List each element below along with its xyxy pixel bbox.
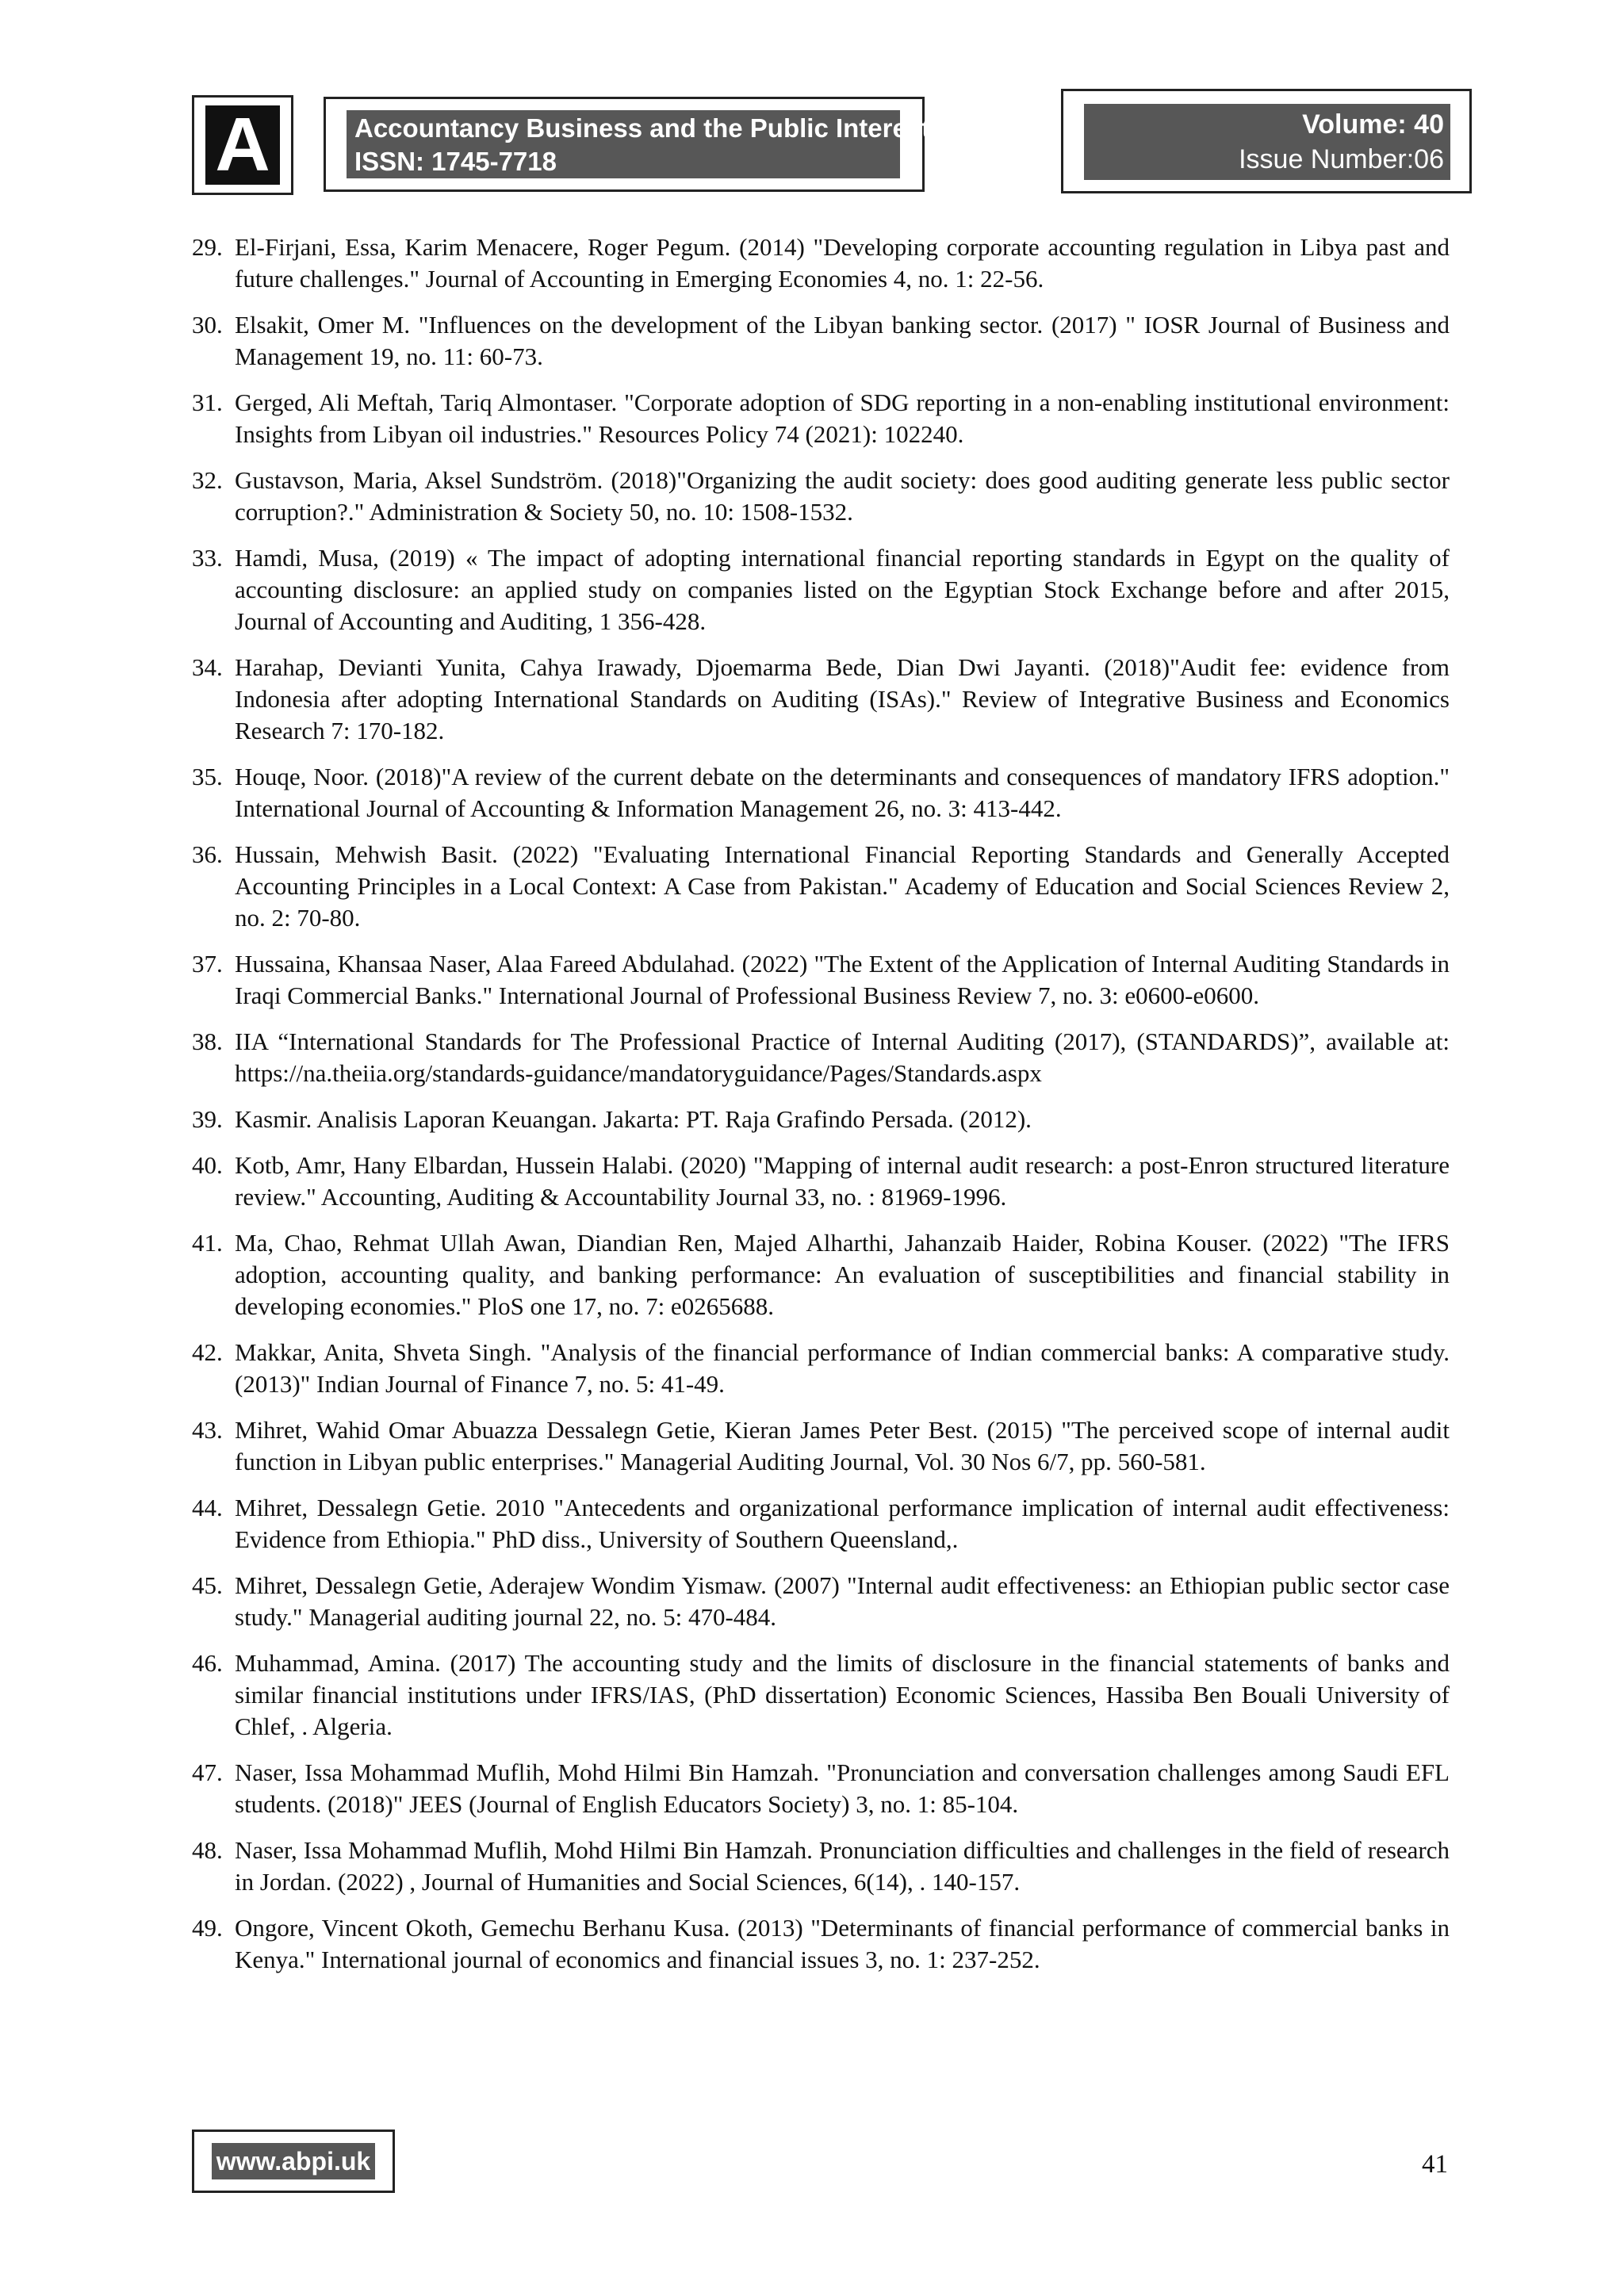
footer-website-box <box>192 2130 395 2193</box>
reference-number: 47. <box>192 1758 223 1786</box>
reference-text: Hussain, Mehwish Basit. (2022) "Evaluating International Financial Reporting Standards and Generally Accepted Accounting Principles in a Local Context: A Case from Pakistan." Academy of Education and Social Sciences Review 2, no. 2: 70-80. <box>235 840 1450 932</box>
reference-item <box>192 839 1450 934</box>
reference-number: 39. <box>192 1105 223 1133</box>
reference-number: 44. <box>192 1494 223 1521</box>
reference-number: 35. <box>192 763 223 790</box>
reference-list <box>192 232 1450 1990</box>
reference-number: 32. <box>192 466 223 494</box>
journal-logo <box>192 95 293 195</box>
reference-number: 34. <box>192 653 223 681</box>
reference-text: El-Firjani, Essa, Karim Menacere, Roger Pegum. (2014) "Developing corporate accounting regulation in Libya past and future challenges." Journal of Accounting in Emerging Economies 4, no. 1: 22-56. <box>235 233 1450 293</box>
reference-text: Harahap, Devianti Yunita, Cahya Irawady, Djoemarma Bede, Dian Dwi Jayanti. (2018)"Audit fee: evidence from Indonesia after adopting International Standards on Auditing (ISAs)." Review of Integrative Business and Economics Research 7: 170-182. <box>235 653 1450 744</box>
reference-number: 40. <box>192 1151 223 1179</box>
reference-number: 30. <box>192 311 223 339</box>
reference-number: 31. <box>192 388 223 416</box>
reference-number: 41. <box>192 1229 223 1257</box>
reference-text: IIA “International Standards for The Professional Practice of Internal Auditing (2017), (STANDARDS)”, available at: https://na.theiia.org/standards-guidance/mandatoryguidance/Pages/Standards.aspx <box>235 1027 1450 1087</box>
reference-item <box>192 387 1450 450</box>
reference-text: Kasmir. Analisis Laporan Keuangan. Jakarta: PT. Raja Grafindo Persada. (2012). <box>235 1105 1032 1133</box>
reference-item <box>192 1414 1450 1478</box>
issue-number: Issue Number:06 <box>1239 144 1444 174</box>
reference-text: Naser, Issa Mohammad Muflih, Mohd Hilmi Bin Hamzah. Pronunciation difficulties and challenges in the field of research in Jordan. (2022) , Journal of Humanities and Social Sciences, 6(14), . 140-157. <box>235 1836 1450 1896</box>
reference-text: Houqe, Noor. (2018)"A review of the current debate on the determinants and consequences of mandatory IFRS adoption." International Journal of Accounting & Information Management 26, no. 3: 413-442. <box>235 763 1450 822</box>
reference-item <box>192 652 1450 747</box>
reference-text: Naser, Issa Mohammad Muflih, Mohd Hilmi Bin Hamzah. "Pronunciation and conversation challenges among Saudi EFL students. (2018)" JEES (Journal of English Educators Society) 3, no. 1: 85-104. <box>235 1758 1450 1818</box>
reference-number: 37. <box>192 950 223 978</box>
reference-item <box>192 761 1450 825</box>
journal-issn: ISSN: 1745-7718 <box>354 147 557 176</box>
logo-letter: A <box>205 105 280 185</box>
reference-item <box>192 542 1450 637</box>
reference-text: Gustavson, Maria, Aksel Sundström. (2018)"Organizing the audit society: does good auditing generate less public sector corruption?." Administration & Society 50, no. 10: 1508-1532. <box>235 466 1450 526</box>
reference-item <box>192 1647 1450 1743</box>
reference-text: Muhammad, Amina. (2017) The accounting study and the limits of disclosure in the financial statements of banks and similar financial institutions under IFRS/IAS, (PhD dissertation) Economic Sciences, Hassiba Ben Bouali University of Chlef, . Algeria. <box>235 1649 1450 1740</box>
reference-number: 38. <box>192 1027 223 1055</box>
reference-number: 46. <box>192 1649 223 1677</box>
reference-item <box>192 1570 1450 1633</box>
reference-text: Elsakit, Omer M. "Influences on the development of the Libyan banking sector. (2017) " IOSR Journal of Business and Management 19, no. 11: 60-73. <box>235 311 1450 370</box>
journal-title-box <box>324 97 931 192</box>
reference-text: Gerged, Ali Meftah, Tariq Almontaser. "Corporate adoption of SDG reporting in a non-enabling institutional environment: Insights from Libyan oil industries." Resources Policy 74 (2021): 102240. <box>235 388 1450 448</box>
reference-item <box>192 1757 1450 1820</box>
reference-item <box>192 465 1450 528</box>
footer-website[interactable]: www.abpi.uk <box>212 2143 375 2179</box>
reference-item <box>192 948 1450 1012</box>
page-number: 41 <box>1422 2150 1448 2179</box>
reference-text: Hussaina, Khansaa Naser, Alaa Fareed Abdulahad. (2022) "The Extent of the Application of Internal Auditing Standards in Iraqi Commercial Banks." International Journal of Professional Business Review 7, no. 3: e0600-e0600. <box>235 950 1450 1009</box>
reference-item <box>192 1150 1450 1213</box>
volume-banner <box>1084 104 1450 180</box>
reference-item <box>192 1912 1450 1976</box>
reference-number: 49. <box>192 1914 223 1942</box>
reference-text: Mihret, Wahid Omar Abuazza Dessalegn Getie, Kieran James Peter Best. (2015) "The perceived scope of internal audit function in Libyan public enterprises." Managerial Auditing Journal, Vol. 30 Nos 6/7, pp. 560-581. <box>235 1416 1450 1475</box>
reference-text: Mihret, Dessalegn Getie, Aderajew Wondim Yismaw. (2007) "Internal audit effectiveness: an Ethiopian public sector case study." Managerial auditing journal 22, no. 5: 470-484. <box>235 1571 1450 1631</box>
journal-title: Accountancy Business and the Public Interest <box>354 113 931 143</box>
reference-number: 42. <box>192 1338 223 1366</box>
reference-text: Kotb, Amr, Hany Elbardan, Hussein Halabi. (2020) "Mapping of internal audit research: a post-Enron structured literature review." Accounting, Auditing & Accountability Journal 33, no. : 81969-1996. <box>235 1151 1450 1211</box>
reference-number: 33. <box>192 544 223 572</box>
reference-item <box>192 1835 1450 1898</box>
volume-box <box>1061 89 1472 193</box>
reference-text: Makkar, Anita, Shveta Singh. "Analysis of the financial performance of Indian commercial banks: A comparative study. (2013)" Indian Journal of Finance 7, no. 5: 41-49. <box>235 1338 1450 1398</box>
reference-item <box>192 232 1450 295</box>
reference-number: 29. <box>192 233 223 261</box>
journal-title-banner <box>347 110 931 178</box>
reference-text: Hamdi, Musa, (2019) « The impact of adopting international financial reporting standards in Egypt on the quality of accounting disclosure: an applied study on companies listed on the Egyptian Stock Exchange before and after 2015, Journal of Accounting and Auditing, 1 356-428. <box>235 544 1450 635</box>
reference-text: Ongore, Vincent Okoth, Gemechu Berhanu Kusa. (2013) "Determinants of financial performance of commercial banks in Kenya." International journal of economics and financial issues 3, no. 1: 237-252. <box>235 1914 1450 1973</box>
reference-number: 48. <box>192 1836 223 1864</box>
reference-number: 45. <box>192 1571 223 1599</box>
reference-item <box>192 1104 1450 1135</box>
reference-text: Ma, Chao, Rehmat Ullah Awan, Diandian Ren, Majed Alharthi, Jahanzaib Haider, Robina Kouser. (2022) "The IFRS adoption, accounting quality, and banking performance: An evaluation of susceptibilities and financial stability in developing economies." PloS one 17, no. 7: e0265688. <box>235 1229 1450 1320</box>
volume-number: Volume: 40 <box>1302 109 1444 140</box>
reference-item <box>192 1227 1450 1322</box>
reference-item <box>192 1492 1450 1556</box>
reference-item <box>192 1026 1450 1089</box>
reference-number: 36. <box>192 840 223 868</box>
reference-item <box>192 309 1450 373</box>
reference-item <box>192 1337 1450 1400</box>
reference-text: Mihret, Dessalegn Getie. 2010 "Antecedents and organizational performance implication of internal audit effectiveness: Evidence from Ethiopia." PhD diss., University of Southern Queensland,. <box>235 1494 1450 1553</box>
reference-number: 43. <box>192 1416 223 1444</box>
